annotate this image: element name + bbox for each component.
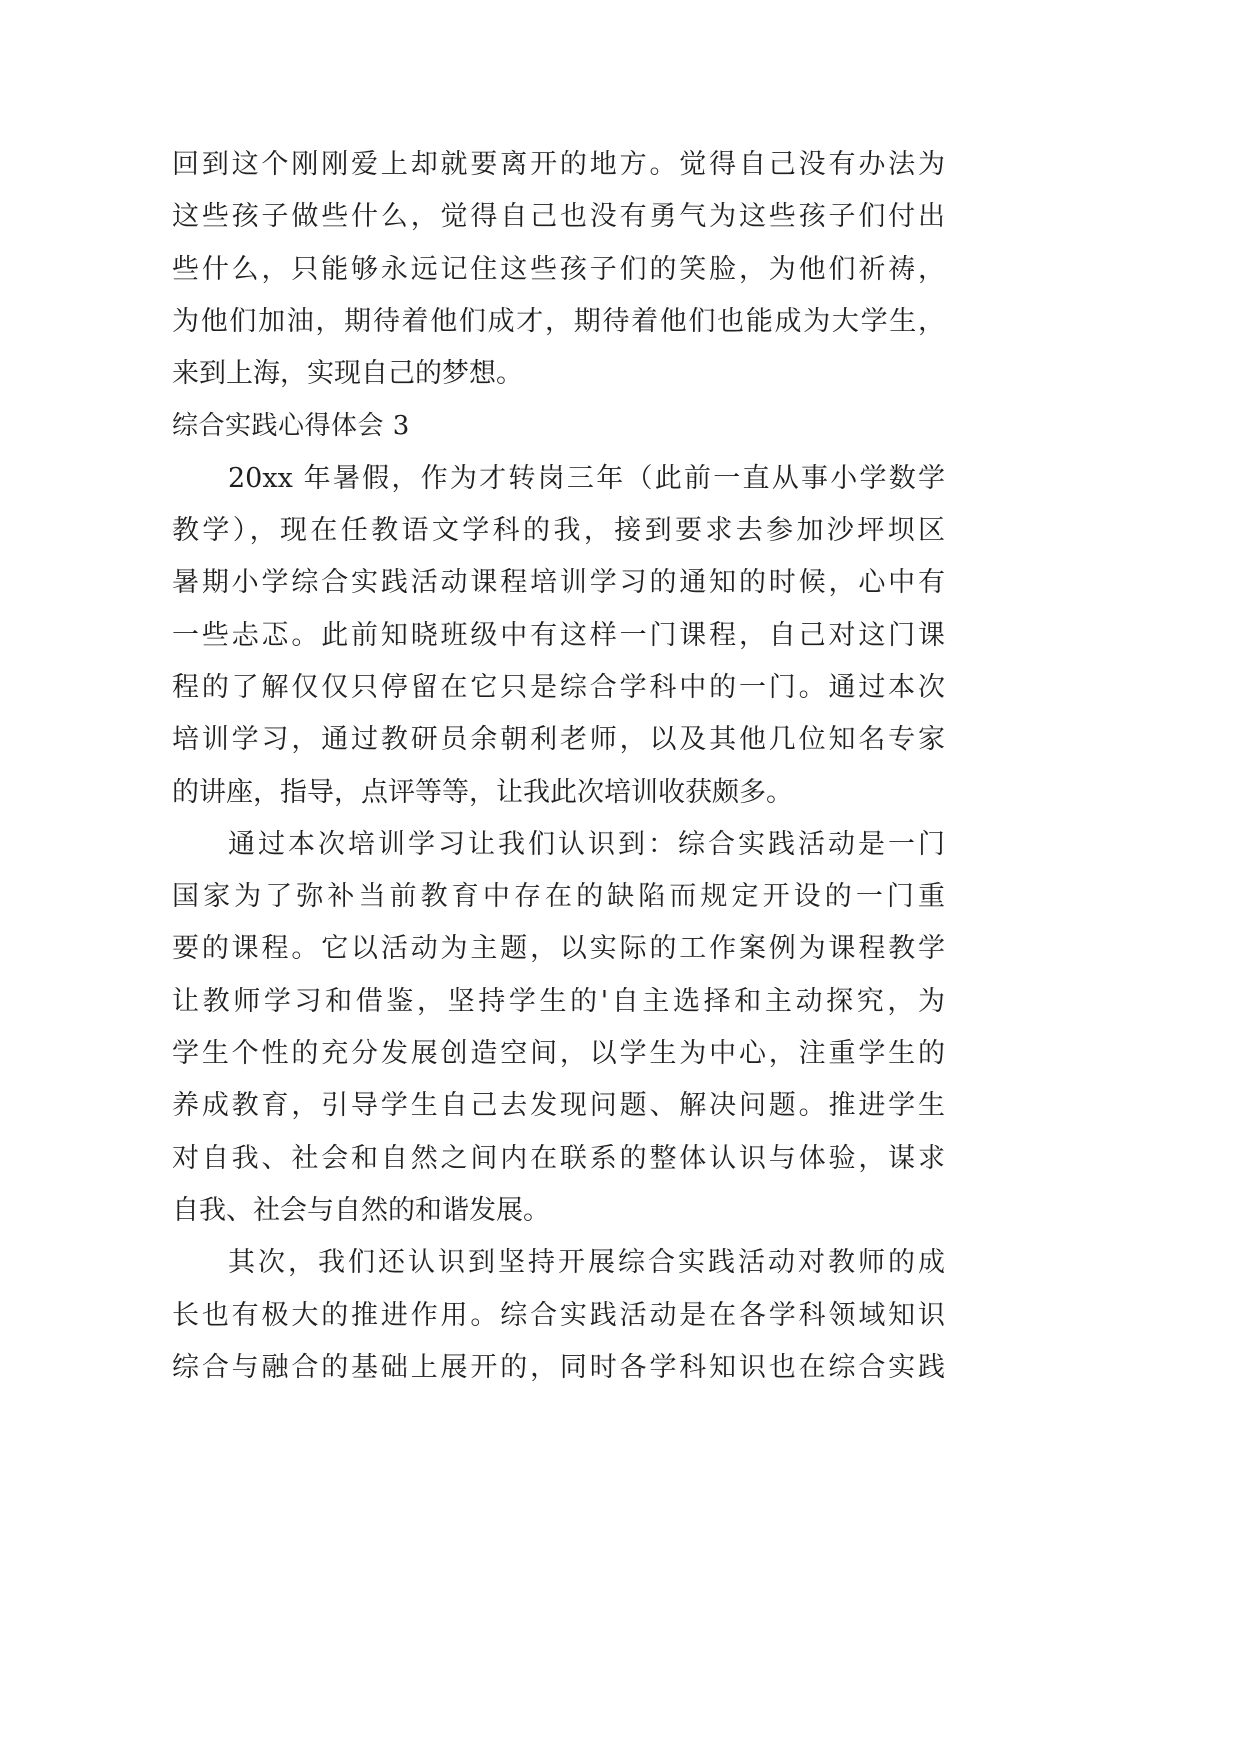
paragraph-line: 综合与融合的基础上展开的，同时各学科知识也在综合实践	[172, 1351, 945, 1383]
paragraph-line: 为他们加油，期待着他们成才，期待着他们也能成为大学生，	[172, 305, 945, 337]
document-body	[172, 139, 945, 1394]
paragraph	[172, 1237, 945, 1394]
paragraph-line: 让教师学习和借鉴，坚持学生的'自主选择和主动探究，为	[172, 985, 945, 1017]
continued-paragraph	[172, 139, 945, 400]
paragraph-line: 回到这个刚刚爱上却就要离开的地方。觉得自己没有办法为	[172, 149, 945, 180]
paragraph-line: 这些孩子做些什么，觉得自己也没有勇气为这些孩子们付出	[172, 201, 945, 233]
paragraph-line: 其次，我们还认识到坚持开展综合实践活动对教师的成	[228, 1247, 945, 1279]
paragraph-line: 教学），现在任教语文学科的我，接到要求去参加沙坪坝区	[172, 515, 945, 547]
paragraph	[172, 453, 945, 819]
paragraph-line: 一些忐忑。此前知晓班级中有这样一门课程，自己对这门课	[172, 619, 945, 651]
paragraph-line: 暑期小学综合实践活动课程培训学习的通知的时候，心中有	[172, 567, 945, 599]
paragraph-line: 长也有极大的推进作用。综合实践活动是在各学科领域知识	[172, 1299, 945, 1331]
section-title: 综合实践心得体会 3	[172, 411, 410, 442]
paragraph-line: 对自我、社会和自然之间内在联系的整体认识与体验，谋求	[172, 1142, 945, 1174]
paragraph-line: 自我、社会与自然的和谐发展。	[172, 1194, 550, 1226]
paragraph-line: 要的课程。它以活动为主题，以实际的工作案例为课程教学	[172, 933, 945, 965]
paragraph-line: 些什么，只能够永远记住这些孩子们的笑脸，为他们祈祷，	[172, 253, 945, 285]
paragraph-line: 通过本次培训学习让我们认识到：综合实践活动是一门	[228, 828, 945, 860]
paragraph-line: 养成教育，引导学生自己去发现问题、解决问题。推进学生	[172, 1090, 945, 1122]
paragraph	[172, 819, 945, 1237]
paragraph-line: 来到上海，实现自己的梦想。	[172, 358, 523, 390]
paragraph-line: 程的了解仅仅只停留在它只是综合学科中的一门。通过本次	[172, 671, 945, 703]
paragraph-line: 的讲座，指导，点评等等，让我此次培训收获颇多。	[172, 776, 793, 808]
paragraph-line: 学生个性的充分发展创造空间，以学生为中心，注重学生的	[172, 1038, 945, 1070]
paragraph-line: 20xx 年暑假，作为才转岗三年（此前一直从事小学数学	[228, 462, 945, 494]
paragraph-line: 培训学习，通过教研员余朝利老师，以及其他几位知名专家	[172, 724, 945, 756]
paragraph-line: 国家为了弥补当前教育中存在的缺陷而规定开设的一门重	[172, 881, 945, 913]
